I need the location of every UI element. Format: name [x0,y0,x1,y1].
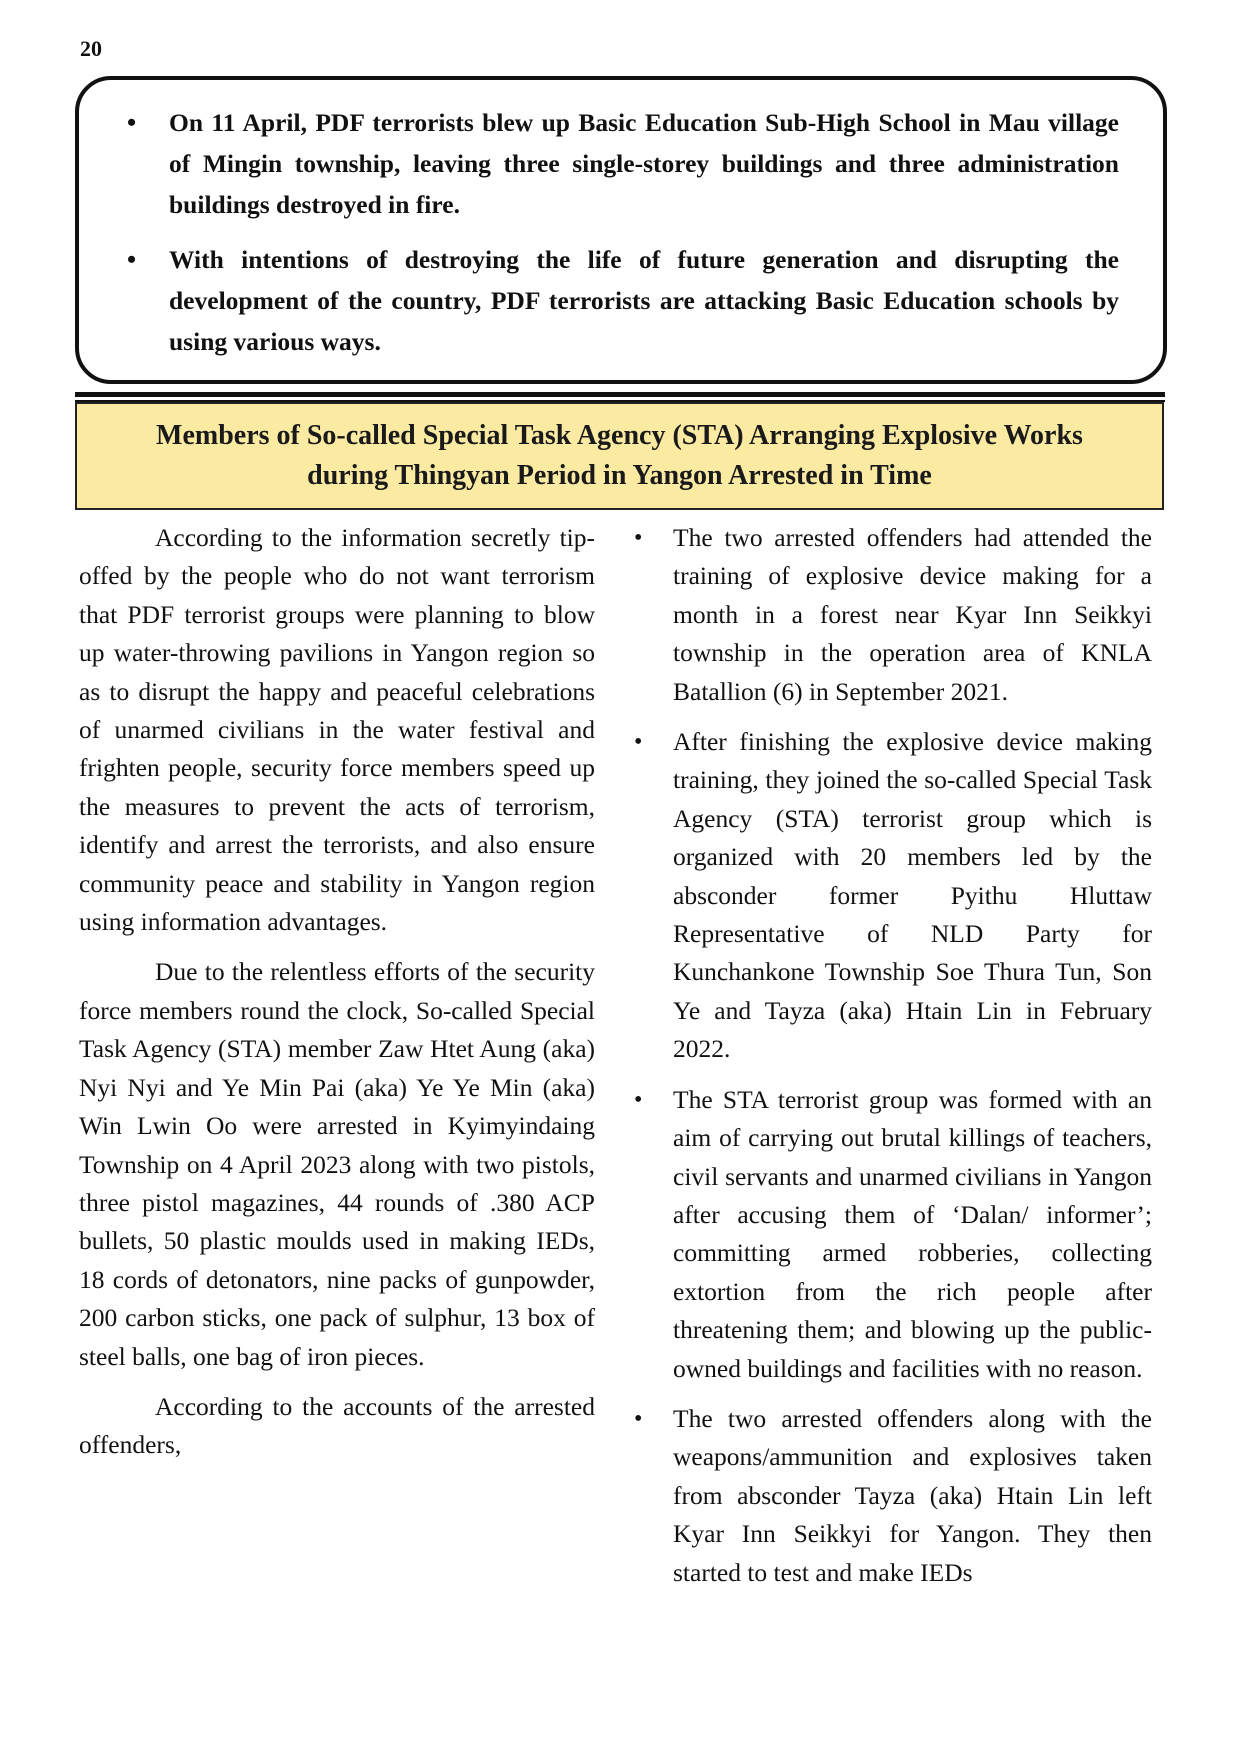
summary-bullet: • With intentions of destroying the life of future generation and disrupting the development of the country, PDF terrorists are attacking Basic Education schools by using various ways. [127,239,1119,362]
summary-bullet: • On 11 April, PDF terrorists blew up Basic Education Sub-High School in Mau village of Mingin township, leaving three single-storey buildings and three administration buildings destroyed in fire. [127,102,1119,225]
body-paragraph: According to the information secretly tip-offed by the people who do not want terrorism that PDF terrorist groups were planning to blow up water-throwing pavilions in Yangon region so as to disrupt the happy and peaceful celebrations of unarmed civilians in the water festival and frighten people, security force members speed up the measures to prevent the acts of terrorism, identify and arrest the terrorists, and also ensure community peace and stability in Yangon region using information advantages. [79,523,595,937]
divider-thick [75,392,1165,397]
right-bullet: • The STA terrorist group was formed with an aim of carrying out brutal killings of teachers, civil servants and unarmed civilians in Yangon after accusing them of ‘Dalan/ informer’; committing armed robberies, collecting extortion from the rich people after threatening them; and blowing up the public-owned buildings and facilities with no reason. [634,1081,1152,1388]
headline-banner [75,402,1164,510]
right-bullet: • After finishing the explosive device making training, they joined the so-called Special Task Agency (STA) terrorist group which is organized with 20 members led by the absconder former Pyithu Hluttaw Representative of NLD Party for Kunchankone Township Soe Thura Tun, Son Ye and Tayza (aka) Htain Lin in February 2022. [634,723,1152,1069]
right-column [634,519,1152,1604]
right-bullet: • The two arrested offenders had attended the training of explosive device making for a month in a forest near Kyar Inn Seikkyi township in the operation area of KNLA Batallion (6) in September 2021. [634,519,1152,711]
left-column [79,519,595,1477]
body-paragraph: Due to the relentless efforts of the security force members round the clock, So-called Special Task Agency (STA) member Zaw Htet Aung (aka) Nyi Nyi and Ye Min Pai (aka) Ye Ye Min (aka) Win Lwin Oo were arrested in Kyimyindaing Township on 4 April 2023 along with two pistols, three pistol magazines, 44 rounds of .380 ACP bullets, 50 plastic moulds used in making IEDs, 18 cords of detonators, nine packs of gunpowder, 200 carbon sticks, one pack of sulphur, 13 box of steel balls, one bag of iron pieces. [79,957,595,1371]
headline-line-1: Members of So-called Special Task Agency (STA) Arranging Explosive Works [156,420,1083,451]
right-bullet: • The two arrested offenders along with the weapons/ammunition and explosives taken from absconder Tayza (aka) Htain Lin left Kyar Inn Seikkyi for Yangon. They then started to test and make IEDs [634,1400,1152,1592]
body-paragraph: According to the accounts of the arrested offenders, [79,1391,595,1460]
summary-bullet-list [127,102,1119,362]
page-number: 20 [80,36,102,61]
right-bullet-list [634,519,1152,1592]
summary-box [75,76,1167,384]
headline-line-2: during Thingyan Period in Yangon Arrested in Time [307,460,932,491]
